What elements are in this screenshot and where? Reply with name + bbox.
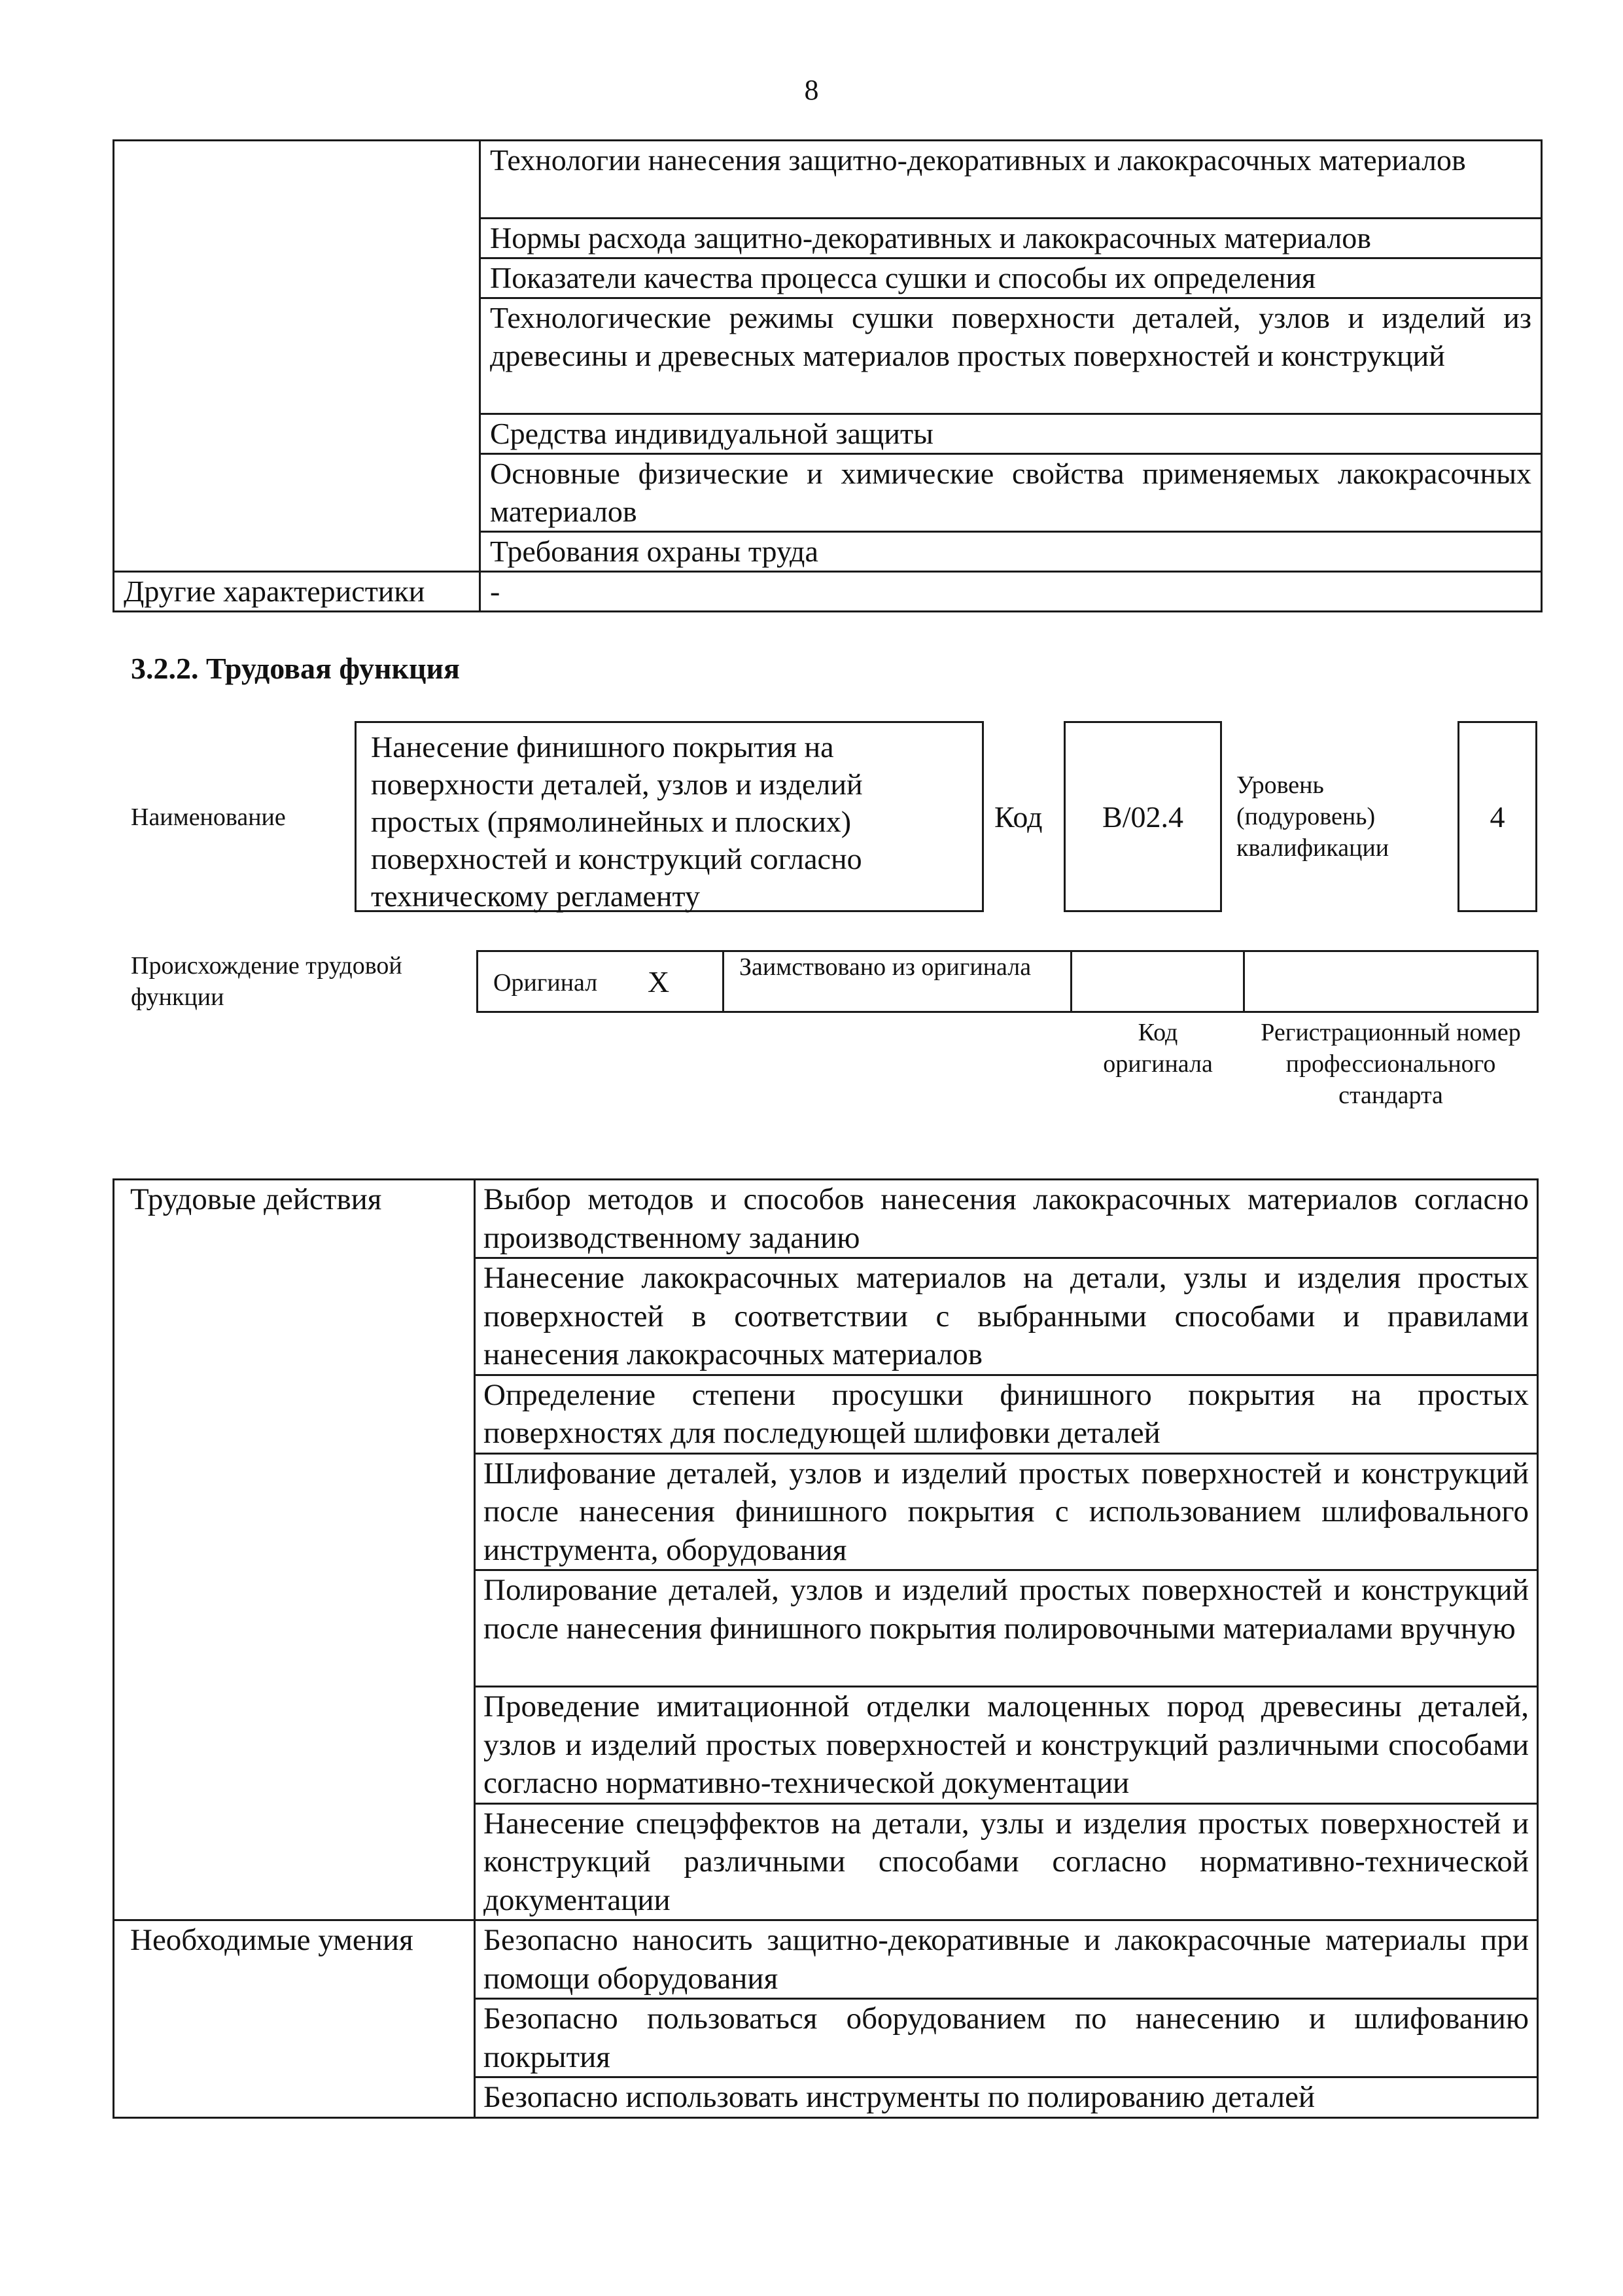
- action-cell: Проведение имитационной отделки малоценных пород древесины деталей, узлов и изделий простых поверхностей и конструкций различными способами согласно нормативно-технической документации: [475, 1687, 1538, 1804]
- action-cell: Определение степени просушки финишного покрытия на простых поверхностях для последующей шлифовки деталей: [475, 1375, 1538, 1453]
- original-label: Оригинал: [493, 969, 598, 997]
- required-skills-label: Необходимые умения: [114, 1920, 475, 2118]
- labor-actions-label: Трудовые действия: [114, 1180, 475, 1920]
- table-row: [114, 572, 1542, 612]
- code-label: Код: [994, 800, 1043, 834]
- knowledge-table: [113, 139, 1543, 612]
- original-checkmark: X: [648, 965, 670, 998]
- skill-cell: Безопасно пользоваться оборудованием по нанесению и шлифованию покрытия: [475, 1999, 1538, 2077]
- skill-cell: Безопасно использовать инструменты по полированию деталей: [475, 2077, 1538, 2118]
- knowledge-cell: Показатели качества процесса сушки и способы их определения: [480, 258, 1542, 298]
- table-row: [114, 1180, 1538, 1258]
- function-name-box: Нанесение финишного покрытия на поверхности деталей, узлов и изделий простых (прямолинейных и плоских) поверхностей и конструкций согласно техническому регламенту: [355, 721, 984, 912]
- action-cell: Нанесение спецэффектов на детали, узлы и изделия простых поверхностей и конструкций различными способами согласно нормативно-технической документации: [475, 1803, 1538, 1920]
- other-characteristics-value: -: [480, 572, 1542, 612]
- knowledge-cell: Требования охраны труда: [480, 532, 1542, 572]
- reg-number-caption: Регистрационный номер профессионального стандарта: [1261, 1019, 1521, 1109]
- knowledge-cell: Нормы расхода защитно-декоративных и лакокрасочных материалов: [480, 219, 1542, 258]
- action-cell: Нанесение лакокрасочных материалов на детали, узлы и изделия простых поверхностей в соответствии с выбранными способами и правилами нанесения лакокрасочных материалов: [475, 1258, 1538, 1375]
- other-characteristics-label: Другие характеристики: [114, 572, 480, 612]
- table-row: [114, 141, 1542, 219]
- divider: [1243, 950, 1245, 1013]
- divider: [722, 950, 724, 1013]
- empty-label-cell: [114, 141, 480, 572]
- action-cell: Полирование деталей, узлов и изделий простых поверхностей и конструкций после нанесения финишного покрытия полировочными материалами вручную: [475, 1570, 1538, 1687]
- skill-cell: Безопасно наносить защитно-декоративные и лакокрасочные материалы при помощи оборудования: [475, 1920, 1538, 1999]
- name-label: Наименование: [131, 804, 286, 831]
- level-value-box: 4: [1457, 721, 1537, 912]
- level-label: Уровень (подуровень) квалификации: [1236, 771, 1389, 862]
- origin-code-caption: Код оригинала: [1103, 1019, 1213, 1078]
- section-heading: 3.2.2. Трудовая функция: [131, 652, 460, 685]
- knowledge-cell: Основные физические и химические свойства применяемых лакокрасочных материалов: [480, 454, 1542, 532]
- code-value-box: B/02.4: [1064, 721, 1222, 912]
- action-cell: Шлифование деталей, узлов и изделий простых поверхностей и конструкций после нанесения финишного покрытия с использованием шлифовального инструмента, оборудования: [475, 1453, 1538, 1570]
- knowledge-cell: Технологии нанесения защитно-декоративных и лакокрасочных материалов: [480, 141, 1542, 219]
- table-row: [114, 1920, 1538, 1999]
- divider: [1070, 950, 1072, 1013]
- labor-actions-table: [113, 1178, 1539, 2119]
- knowledge-cell: Технологические режимы сушки поверхности деталей, узлов и изделий из древесины и древесных материалов простых поверхностей и конструкций: [480, 298, 1542, 414]
- page-number: 8: [804, 74, 819, 106]
- origin-label: Происхождение трудовой функции: [131, 952, 402, 1011]
- knowledge-cell: Средства индивидуальной защиты: [480, 414, 1542, 454]
- borrowed-label: Заимствовано из оригинала: [739, 953, 1032, 981]
- action-cell: Выбор методов и способов нанесения лакокрасочных материалов согласно производственному заданию: [475, 1180, 1538, 1258]
